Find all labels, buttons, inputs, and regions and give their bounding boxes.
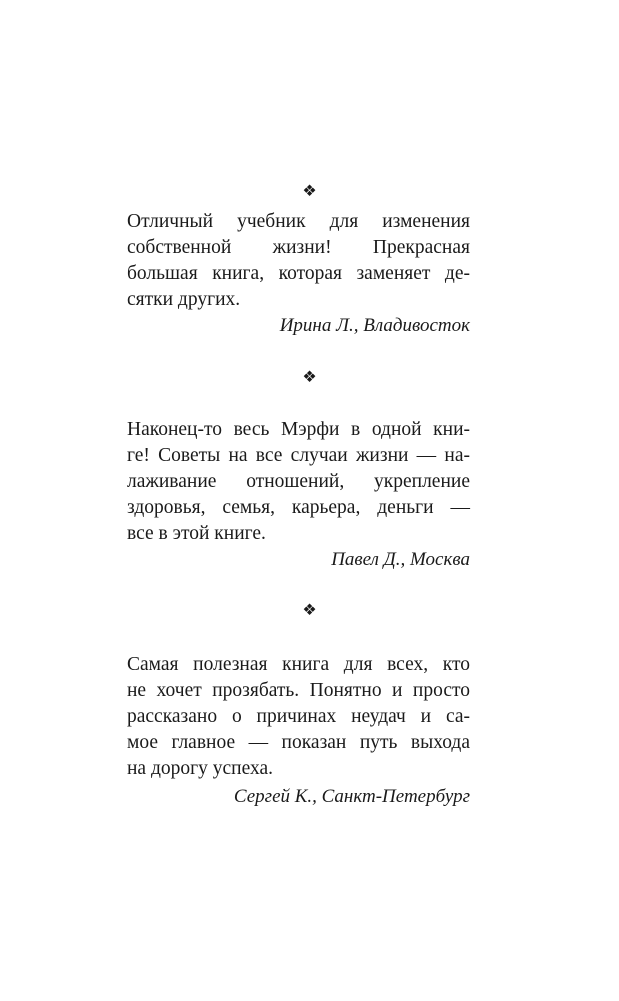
review-line: рассказано о причинах неудач и са- bbox=[127, 706, 470, 727]
review-3 bbox=[127, 652, 470, 782]
review-line: все в этой книге. bbox=[127, 523, 266, 544]
review-line: мое главное — показан путь выхода bbox=[127, 732, 470, 753]
ornament-icon: ❖ bbox=[302, 183, 317, 200]
review-line: Отличный учебник для изменения bbox=[127, 211, 470, 232]
review-line: сятки других. bbox=[127, 289, 241, 310]
review-author: Сергей К., Санкт-Петербург bbox=[233, 786, 470, 807]
review-2 bbox=[127, 417, 470, 547]
review-line: здоровья, семья, карьера, деньги — bbox=[127, 497, 470, 518]
review-line: Самая полезная книга для всех, кто bbox=[127, 654, 470, 675]
review-line: большая книга, которая заменяет де- bbox=[127, 263, 470, 284]
review-author: Павел Д., Москва bbox=[331, 549, 470, 570]
review-line: на дорогу успеха. bbox=[127, 758, 274, 779]
review-line: не хочет прозябать. Понятно и просто bbox=[127, 680, 470, 701]
review-1 bbox=[127, 209, 470, 313]
review-author: Ирина Л., Владивосток bbox=[279, 315, 470, 336]
review-line: собственной жизни! Прекрасная bbox=[127, 237, 470, 258]
review-line: ге! Советы на все случаи жизни — на- bbox=[127, 445, 470, 466]
ornament-icon: ❖ bbox=[302, 369, 317, 386]
ornament-icon: ❖ bbox=[302, 602, 317, 619]
review-line: лаживание отношений, укрепление bbox=[127, 471, 470, 492]
review-line: Наконец-то весь Мэрфи в одной кни- bbox=[127, 419, 470, 440]
